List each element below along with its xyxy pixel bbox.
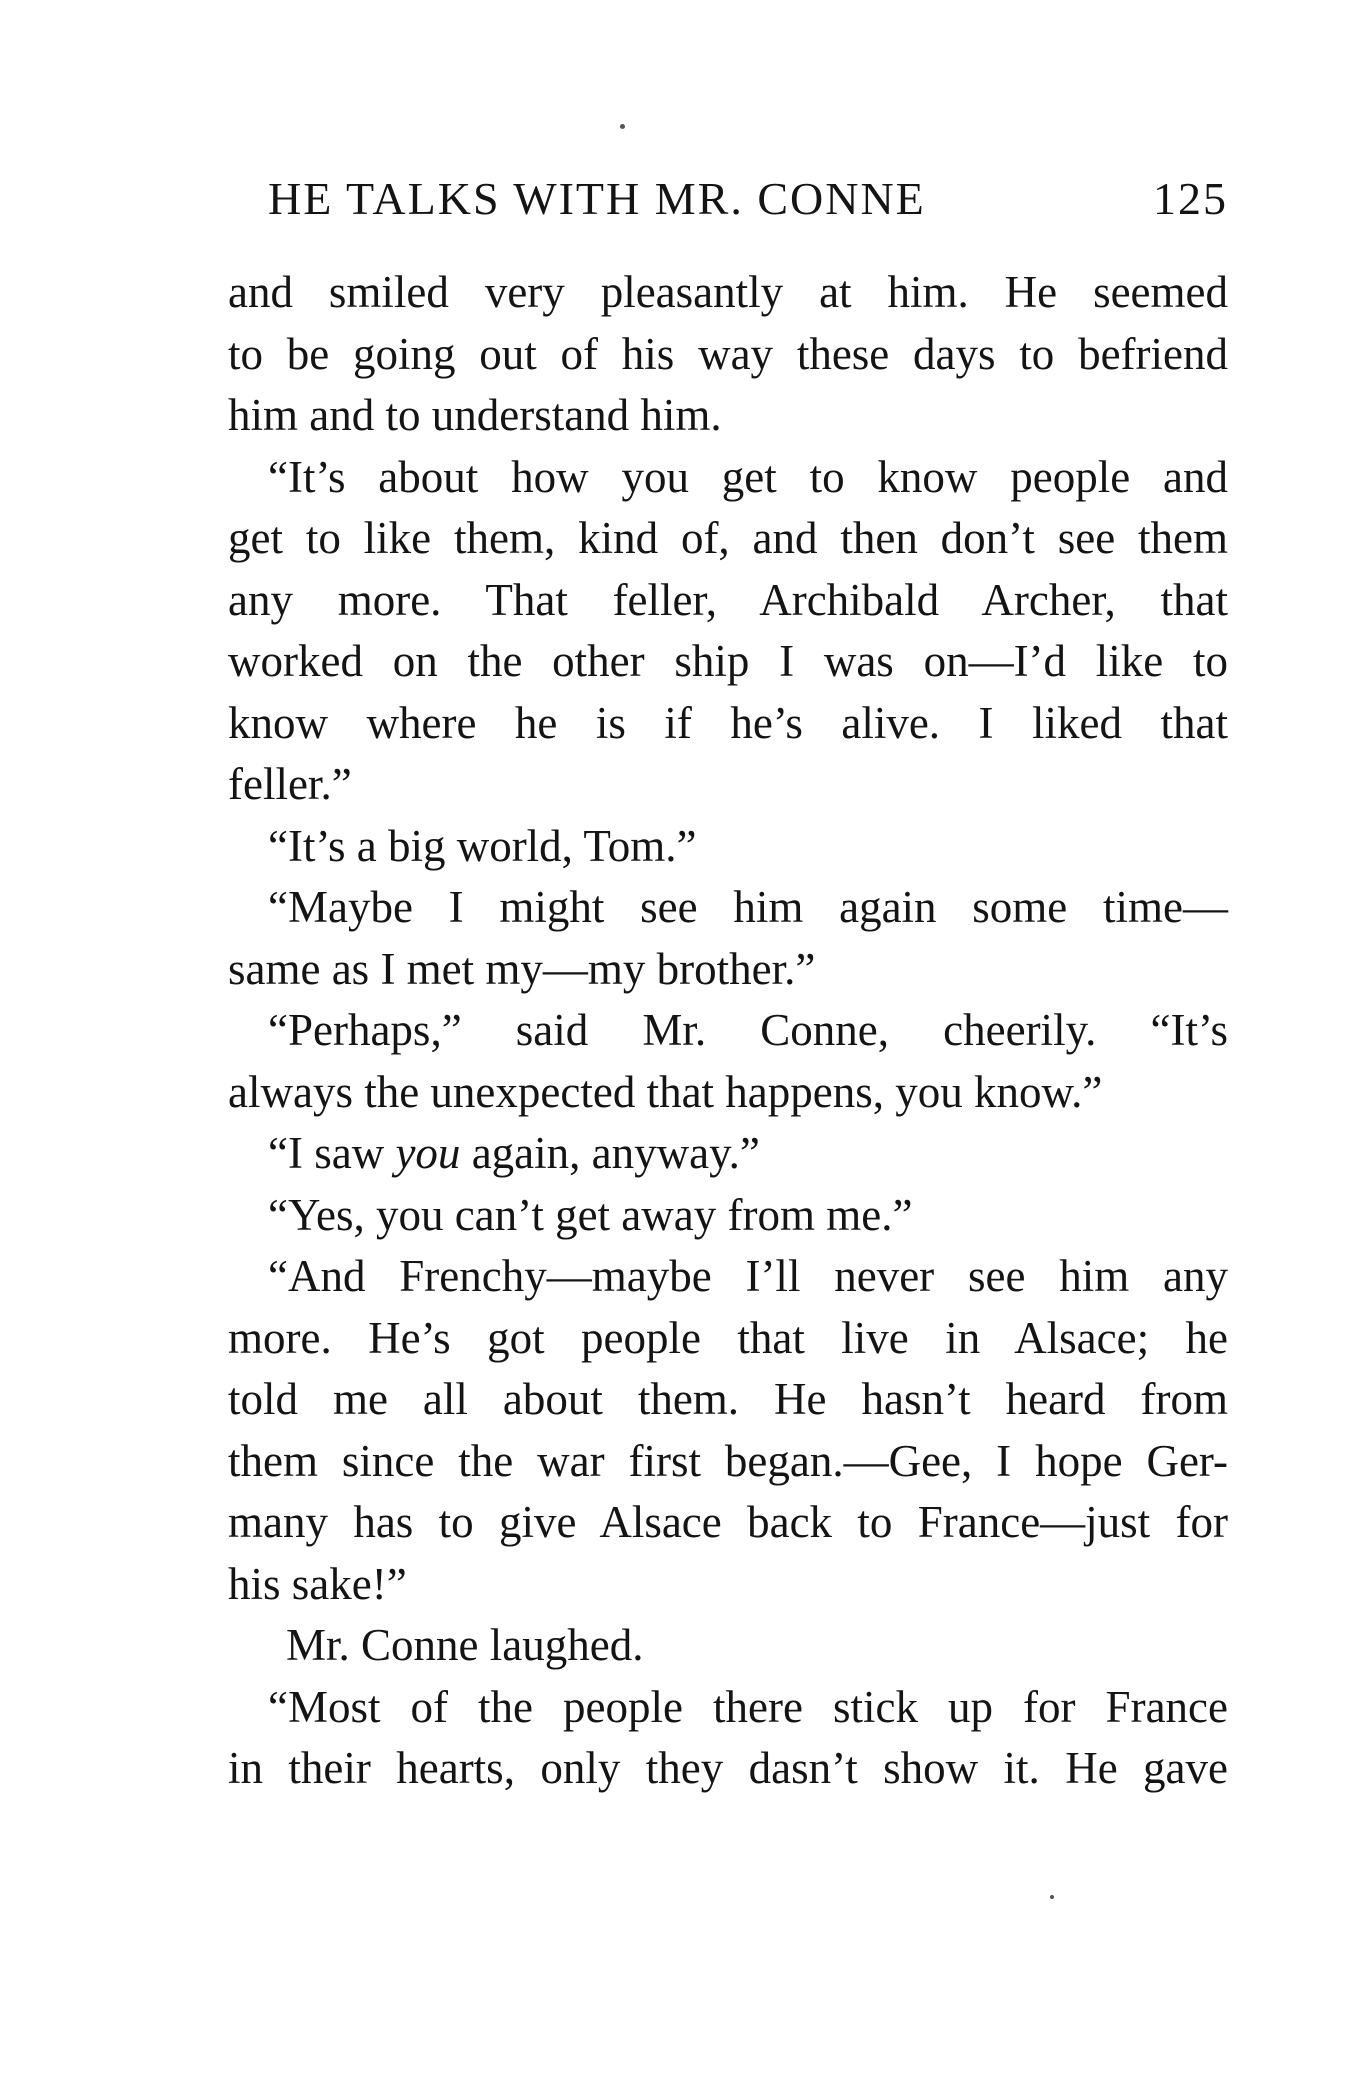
paragraph (228, 447, 1228, 816)
text-line: get to like them, kind of, and then don’t see them (228, 513, 1228, 563)
text-line: know where he is if he’s alive. I liked that (228, 697, 1228, 748)
text-line: “Yes, you can’t get away from me.” (268, 1189, 913, 1240)
text-line: “It’s about how you get to know people and (268, 451, 1228, 502)
scan-speck (1050, 1895, 1054, 1899)
paragraph (228, 1615, 1228, 1677)
text-line: “It’s a big world, Tom.” (268, 820, 697, 871)
text-line: feller.” (228, 759, 352, 809)
paragraph (228, 262, 1228, 447)
italic-run: you (395, 1128, 461, 1178)
text-line: “Maybe I might see him again some time— (268, 882, 1228, 932)
text-line: told me all about them. He hasn’t heard from (228, 1374, 1228, 1424)
text-run: again, anyway.” (460, 1128, 760, 1178)
text-line: Mr. Conne laughed. (286, 1620, 644, 1670)
text-line: “And Frenchy—maybe I’ll never see him any (268, 1251, 1228, 1301)
text-line: worked on the other ship I was on—I’d like to (228, 636, 1228, 686)
text-line: same as I met my—my brother.” (228, 943, 816, 994)
text-line: in their hearts, only they dasn’t show it. He gave (228, 1743, 1228, 1793)
paragraph (228, 877, 1228, 1000)
paragraph (228, 816, 1228, 878)
text-line: his sake!” (228, 1558, 407, 1609)
running-header (268, 172, 1228, 242)
text-line: him and to understand him. (228, 390, 722, 440)
paragraph (228, 1185, 1228, 1247)
text-line: and smiled very pleasantly at him. He seemed (228, 267, 1228, 317)
paragraph (228, 1123, 1228, 1185)
running-title: HE TALKS WITH MR. CONNE (268, 173, 926, 224)
paragraph (228, 1000, 1228, 1123)
text-line: always the unexpected that happens, you know.” (228, 1066, 1103, 1117)
text-line: “Perhaps,” said Mr. Conne, cheerily. “It’s (268, 1005, 1228, 1055)
text-line: many has to give Alsace back to France—just for (228, 1497, 1228, 1547)
page-body (228, 262, 1228, 1800)
text-line (228, 1123, 1228, 1185)
paragraph (228, 1677, 1228, 1800)
text-run: “I saw (268, 1128, 396, 1178)
scan-speck (620, 124, 625, 129)
paragraph (228, 1246, 1228, 1615)
text-line: any more. That feller, Archibald Archer, that (228, 574, 1228, 625)
text-line: to be going out of his way these days to befriend (228, 328, 1228, 379)
text-line: “Most of the people there stick up for France (268, 1681, 1228, 1732)
text-line: more. He’s got people that live in Alsace; he (228, 1312, 1228, 1363)
text-line: them since the war first began.—Gee, I hope Ger- (228, 1435, 1228, 1486)
page-number: 125 (1153, 173, 1228, 224)
